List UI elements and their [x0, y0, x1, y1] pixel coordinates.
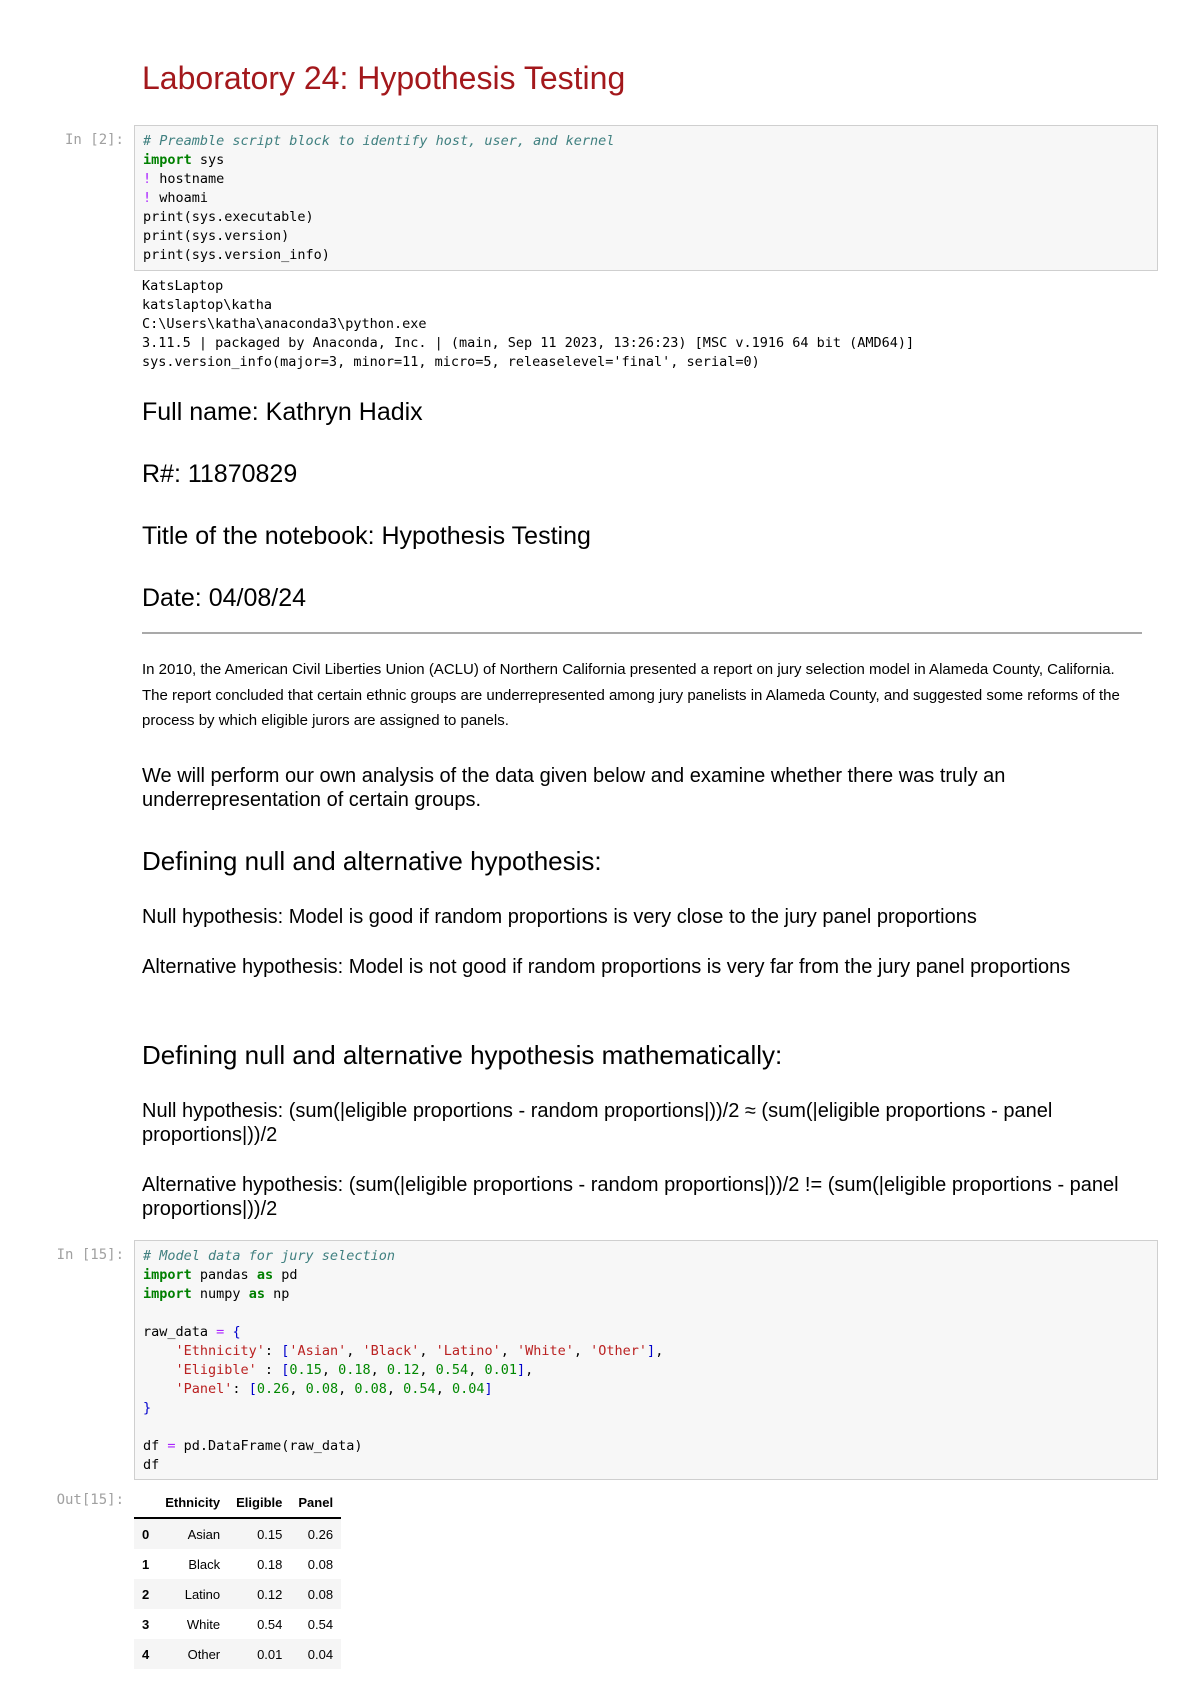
code-token: ,: [321, 1362, 339, 1378]
code-token: 'Black': [362, 1343, 420, 1359]
date-heading: Date: 04/08/24: [142, 584, 307, 612]
table-row: [134, 1609, 341, 1639]
hypothesis-heading: Defining null and alternative hypothesis:: [142, 846, 602, 876]
code-token: pandas: [191, 1267, 257, 1283]
code-token: ,: [386, 1381, 404, 1397]
code-token: ,: [338, 1381, 355, 1397]
code-token: 'Latino': [435, 1343, 501, 1359]
alternative-hypothesis-text: Alternative hypothesis: Model is not good if random proportions is very far from the jury panel proportions: [142, 956, 1071, 978]
code-token: [143, 1381, 176, 1397]
row-index: 3: [142, 1616, 150, 1632]
cell-panel: 0.08: [290, 1579, 341, 1609]
code-token: print(sys.executable): [143, 209, 314, 225]
code-token: import: [143, 1286, 192, 1302]
code-token: ,: [500, 1343, 517, 1359]
code-token: ]: [484, 1381, 493, 1397]
code-token: print(sys.version_info): [143, 247, 330, 263]
cell-eligible: 0.18: [257, 1556, 283, 1572]
code-token: 0.15: [289, 1362, 322, 1378]
code-token: 'Other': [590, 1343, 648, 1359]
code-token: numpy: [191, 1286, 249, 1302]
code-token: ]: [647, 1343, 656, 1359]
code-token: ]: [516, 1362, 526, 1378]
cell-prompt: In [2]:: [64, 132, 124, 148]
code-token: # Model data for jury selection: [143, 1248, 395, 1264]
code-block: [143, 132, 1149, 265]
code-token: :: [256, 1362, 282, 1378]
code-token: ,: [419, 1343, 436, 1359]
code-token: ,: [419, 1362, 436, 1378]
code-token: ,: [655, 1343, 664, 1359]
table-row: [134, 1579, 341, 1609]
r-number-heading: R#: 11870829: [142, 460, 298, 488]
code-token: 'Asian': [289, 1343, 347, 1359]
code-token: ,: [435, 1381, 452, 1397]
code-token: pd.DataFrame(raw_data): [175, 1438, 363, 1454]
cell-eligible: 0.15: [228, 1518, 290, 1549]
code-token: import: [143, 1267, 192, 1283]
code-token: as: [248, 1286, 265, 1302]
code-token: {: [232, 1324, 241, 1340]
code-token: 'White': [516, 1343, 574, 1359]
code-token: 'Ethnicity': [175, 1343, 265, 1359]
code-token: np: [264, 1286, 290, 1302]
horizontal-rule: [142, 632, 1142, 634]
code-token: import: [143, 152, 192, 168]
code-token: [: [248, 1381, 257, 1397]
code-token: 0.12: [386, 1362, 420, 1378]
code-token: 0.18: [338, 1362, 371, 1378]
code-token: pd: [273, 1267, 298, 1283]
code-token: ,: [573, 1343, 591, 1359]
code-token: 0.54: [403, 1381, 436, 1397]
cell-eligible: 0.54: [257, 1616, 283, 1632]
cell-panel: 0.04: [290, 1639, 341, 1669]
code-token: # Preamble script block to identify host, user, and kernel: [143, 133, 615, 149]
code-token: 0.26: [256, 1381, 290, 1397]
code-block: [143, 1247, 1149, 1475]
code-token: whoami: [151, 190, 209, 206]
code-token: [143, 1343, 176, 1359]
code-token: df: [143, 1438, 168, 1454]
code-token: }: [143, 1400, 152, 1416]
cell-ethnicity: Other: [157, 1639, 228, 1669]
code-cell-preamble[interactable]: [134, 125, 1158, 271]
cell-prompt: In [15]:: [56, 1247, 124, 1263]
code-token: 'Eligible': [175, 1362, 257, 1378]
row-index: 0: [134, 1518, 157, 1549]
code-token: ,: [346, 1343, 363, 1359]
code-token: =: [216, 1324, 225, 1340]
intro-paragraph: In 2010, the American Civil Liberties Union (ACLU) of Northern California presented a report on jury selection model in Alameda County, California. The report concluded that certain ethnic groups are underrepresented among jury panelists in Alameda County, and suggested some reforms of the process by which eligible jurors are assigned to panels.: [142, 661, 1120, 729]
column-header: [134, 1487, 157, 1518]
notebook-title-heading: Title of the notebook: Hypothesis Testing: [142, 522, 591, 550]
code-token: ,: [468, 1362, 485, 1378]
table-header-row: [134, 1487, 341, 1518]
math-hypothesis-heading: Defining null and alternative hypothesis mathematically:: [142, 1040, 783, 1070]
column-header: Eligible: [228, 1487, 290, 1518]
row-index: 4: [134, 1639, 157, 1669]
code-token: !: [143, 171, 152, 187]
code-token: sys: [191, 152, 225, 168]
code-token: [: [281, 1362, 290, 1378]
code-token: ,: [289, 1381, 306, 1397]
code-token: 0.08: [354, 1381, 387, 1397]
analysis-paragraph: We will perform our own analysis of the data given below and examine whether there was truly an underrepresentation of certain groups.: [142, 765, 1006, 811]
column-header: Ethnicity: [157, 1487, 228, 1518]
table-row: [134, 1639, 341, 1669]
code-token: 0.01: [484, 1362, 517, 1378]
code-token: print(sys.version): [143, 228, 290, 244]
table-row: [134, 1518, 341, 1549]
code-token: :: [264, 1343, 282, 1359]
code-token: [143, 1362, 176, 1378]
cell-panel: 0.54: [307, 1616, 334, 1632]
cell-panel: 0.26: [290, 1518, 341, 1549]
code-token: !: [143, 190, 152, 206]
code-token: hostname: [151, 171, 225, 187]
column-header: Panel: [290, 1487, 341, 1518]
code-token: ,: [370, 1362, 387, 1378]
math-null-hypothesis-text: Null hypothesis: (sum(|eligible proportions - random proportions|))/2 ≈ (sum(|eligible proportions - panel proportions|))/2: [142, 1100, 1053, 1146]
cell-eligible: 0.12: [228, 1579, 290, 1609]
code-token: :: [232, 1381, 249, 1397]
row-index: 2: [134, 1579, 157, 1609]
page-title: Laboratory 24: Hypothesis Testing: [142, 60, 626, 96]
cell-output: KatsLaptop katslaptop\katha C:\Users\katha\anaconda3\python.exe 3.11.5 | packaged by Anaconda, Inc. | (main, Sep 11 2023, 13:26:23) [MSC v.1916 64 bit (AMD64)] sys.version_info(major=3, minor=11, micro=5, releaselevel='final', serial=0): [142, 278, 915, 370]
code-token: [: [281, 1343, 290, 1359]
code-token: df: [143, 1457, 160, 1473]
full-name-heading: Full name: Kathryn Hadix: [142, 398, 423, 426]
code-token: 0.04: [451, 1381, 485, 1397]
code-token: 0.54: [435, 1362, 469, 1378]
cell-ethnicity: White: [186, 1616, 221, 1632]
cell-ethnicity: Latino: [157, 1579, 228, 1609]
code-cell-model-data[interactable]: [134, 1240, 1158, 1480]
output-prompt: Out[15]:: [56, 1492, 124, 1508]
code-token: =: [167, 1438, 176, 1454]
cell-eligible: 0.01: [228, 1639, 290, 1669]
row-index: 1: [142, 1556, 150, 1572]
math-alternative-hypothesis-text: Alternative hypothesis: (sum(|eligible proportions - random proportions|))/2 != (sum(|eligible proportions - panel proportions|))/2: [142, 1174, 1119, 1220]
code-token: 'Panel': [175, 1381, 233, 1397]
code-token: raw_data: [143, 1324, 217, 1340]
cell-ethnicity: Black: [188, 1556, 221, 1572]
table-row: [134, 1549, 341, 1579]
code-token: 0.08: [305, 1381, 339, 1397]
cell-ethnicity: Asian: [157, 1518, 228, 1549]
dataframe-table: [134, 1487, 341, 1669]
cell-panel: 0.08: [307, 1556, 334, 1572]
null-hypothesis-text: Null hypothesis: Model is good if random proportions is very close to the jury panel proportions: [142, 906, 977, 928]
code-token: ,: [525, 1362, 534, 1378]
code-token: as: [256, 1267, 274, 1283]
